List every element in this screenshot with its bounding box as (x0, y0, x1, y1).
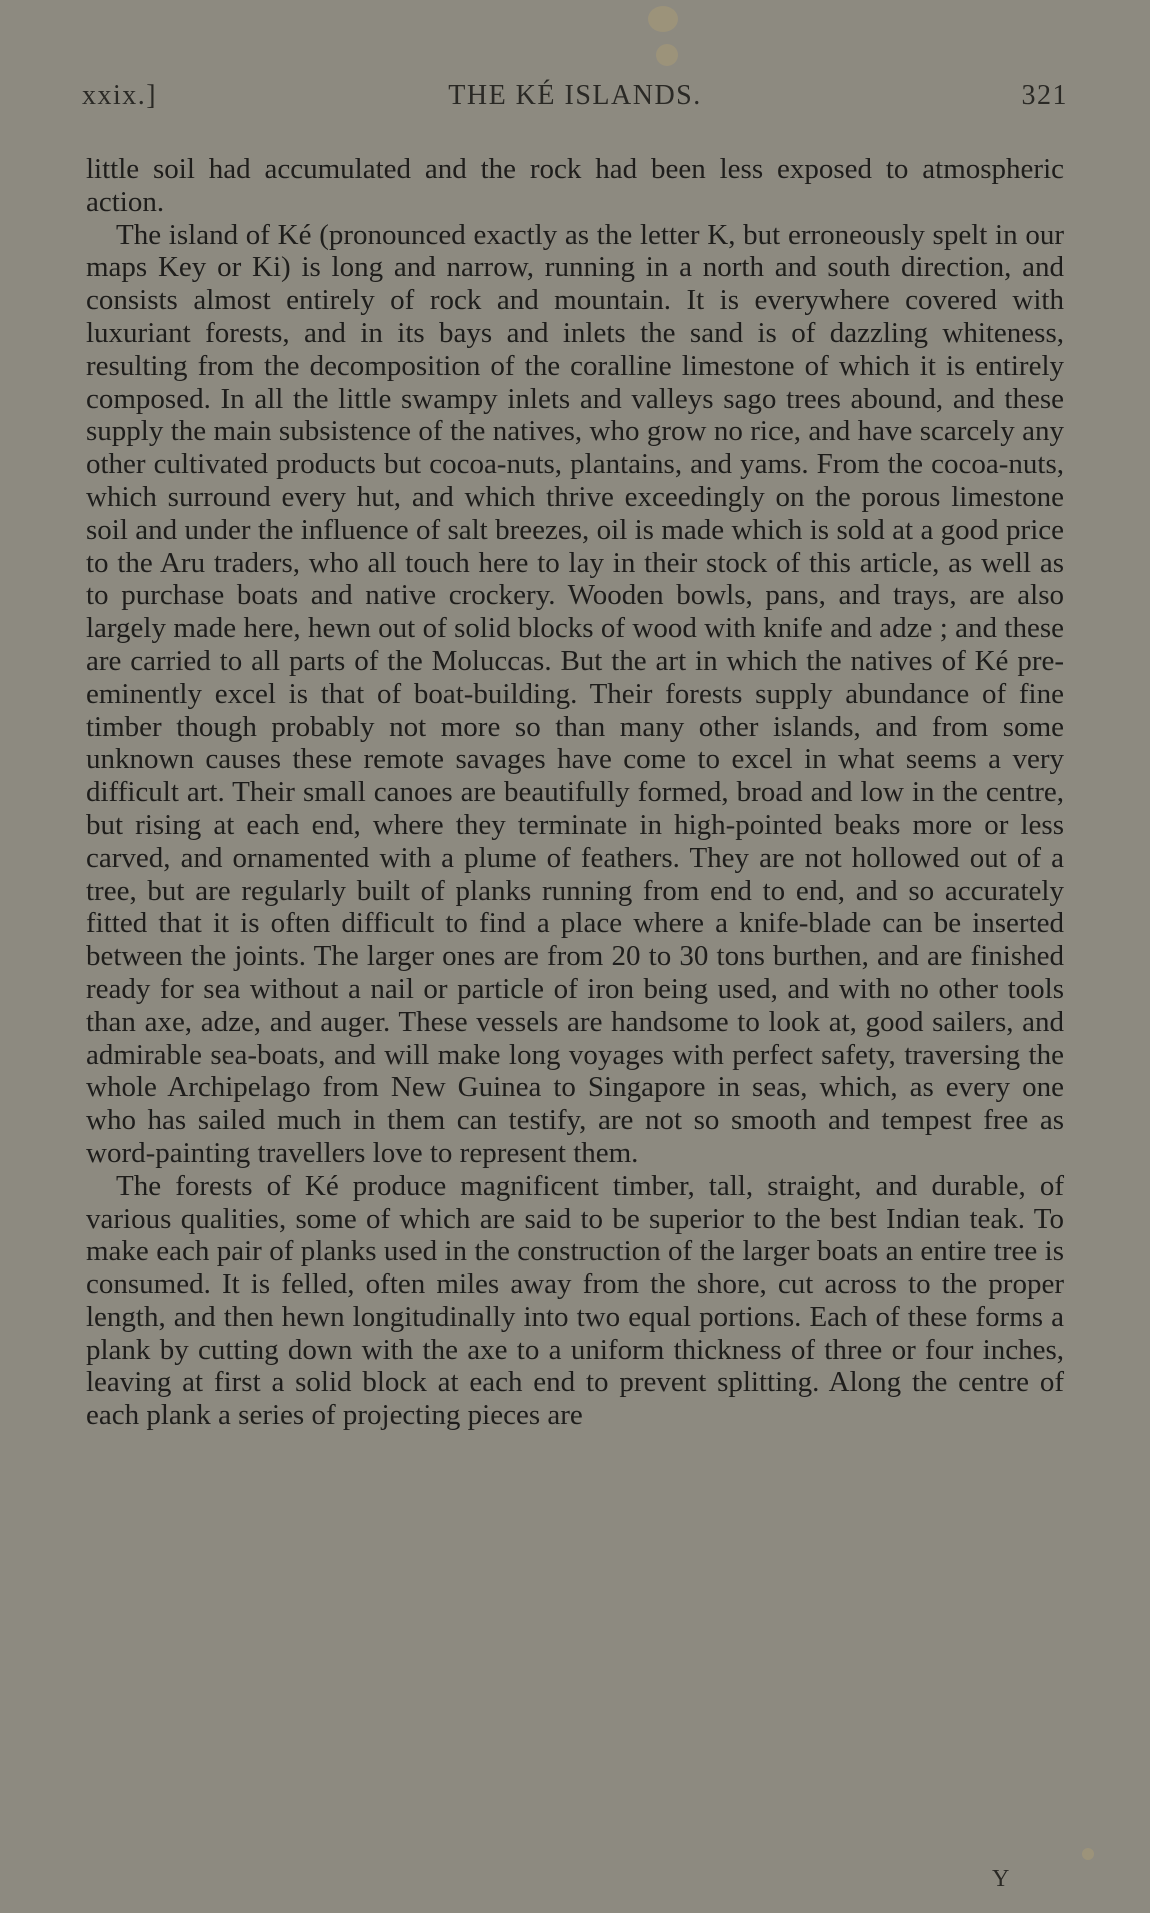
paper-stain (656, 44, 678, 66)
page-number: 321 (1021, 80, 1068, 111)
chapter-number: xxix.] (82, 80, 158, 111)
paragraph: The island of Ké (pronounced exactly as the letter K, but erroneously spelt in our maps Key or Ki) is long and narrow, running in a north and south direction, and consists almost entirely of rock and mountain. It is everywhere covered with luxuriant forests, and in its bays and inlets the sand is of dazzling whiteness, resulting from the decomposition of the coralline limestone of which it is entirely composed. In all the little swampy inlets and valleys sago trees abound, and these supply the main subsistence of the natives, who grow no rice, and have scarcely any other cultivated products but cocoa-nuts, plantains, and yams. From the cocoa-nuts, which surround every hut, and which thrive exceedingly on the porous limestone soil and under the influence of salt breezes, oil is made which is sold at a good price to the Aru traders, who all touch here to lay in their stock of this article, as well as to purchase boats and native crockery. Wooden bowls, pans, and trays, are also largely made here, hewn out of solid blocks of wood with knife and adze ; and these are carried to all parts of the Moluccas. But the art in which the natives of Ké pre-eminently excel is that of boat-building. Their forests supply abundance of fine timber though probably not more so than many other islands, and from some unknown causes these remote savages have come to excel in what seems a very difficult art. Their small canoes are beautifully formed, broad and low in the centre, but rising at each end, where they terminate in high-pointed beaks more or less carved, and ornamented with a plume of feathers. They are not hollowed out of a tree, but are regularly built of planks running from end to end, and so accurately fitted that it is often difficult to find a place where a knife-blade can be inserted between the joints. The larger ones are from 20 to 30 tons burthen, and are finished ready for sea without a nail or particle of iron being used, and with no other tools than axe, adze, and auger. These vessels are handsome to look at, good sailers, and admirable sea-boats, and will make long voyages with perfect safety, traversing the whole Archipelago from New Guinea to Singapore in seas, which, as every one who has sailed much in them can testify, are not so smooth and tempest free as word-painting travellers love to represent them. (86, 218, 1064, 1169)
paper-stain (648, 6, 678, 32)
signature-mark: Y (992, 1866, 1010, 1892)
paragraph: The forests of Ké produce magnificent timber, tall, straight, and durable, of various qualities, some of which are said to be superior to the best Indian teak. To make each pair of planks used in the construction of the larger boats an entire tree is consumed. It is felled, often miles away from the shore, cut across to the proper length, and then hewn longitudinally into two equal portions. Each of these forms a plank by cutting down with the axe to a uniform thickness of three or four inches, leaving at first a solid block at each end to prevent splitting. Along the centre of each plank a series of projecting pieces are (86, 1169, 1064, 1432)
paper-stain (1082, 1848, 1094, 1860)
running-title: THE KÉ ISLANDS. (448, 80, 702, 111)
running-header (82, 80, 1068, 116)
paragraph: little soil had accumulated and the rock had been less exposed to atmospheric action. (86, 153, 1064, 218)
body-text (86, 153, 1064, 1432)
